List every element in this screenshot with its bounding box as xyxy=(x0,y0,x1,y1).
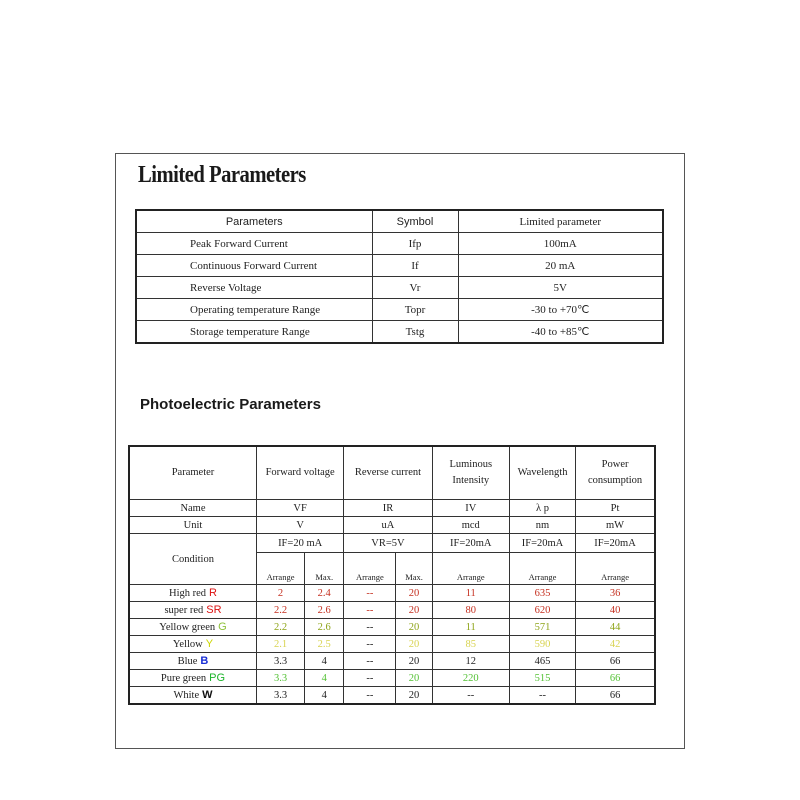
pt-cell: 66 xyxy=(576,687,655,705)
pt-cell: 36 xyxy=(576,585,655,602)
sub-header-cell: Arrange xyxy=(432,553,509,585)
ir-cell: IR xyxy=(344,500,432,517)
wl-cell: 571 xyxy=(509,619,575,636)
pt-cell: 66 xyxy=(576,653,655,670)
iv-cell: 80 xyxy=(432,602,509,619)
symbol-cell: Topr xyxy=(372,299,458,321)
ir-arrange-cell: -- xyxy=(344,636,396,653)
vf-arrange-cell: 2.1 xyxy=(256,636,304,653)
color-code: PG xyxy=(209,672,226,684)
ir-cell: uA xyxy=(344,517,432,534)
ir-max-cell: 20 xyxy=(396,602,432,619)
header-forward-voltage: Forward voltage xyxy=(256,446,343,500)
iv-cell: mcd xyxy=(432,517,509,534)
table-row xyxy=(136,299,663,321)
ir-arrange-cell: -- xyxy=(344,619,396,636)
wl-cell: -- xyxy=(509,687,575,705)
ir-max-cell: 20 xyxy=(396,653,432,670)
param-cell: Reverse Voltage xyxy=(136,277,372,299)
ir-max-cell: 20 xyxy=(396,636,432,653)
ir-max-cell: 20 xyxy=(396,619,432,636)
table-row xyxy=(129,602,655,619)
ir-arrange-cell: -- xyxy=(344,670,396,687)
vf-max-cell: 2.6 xyxy=(305,602,344,619)
limited-parameters-title: Limited Parameters xyxy=(138,162,306,188)
vf-arrange-cell: 3.3 xyxy=(256,687,304,705)
wl-cell: λ p xyxy=(509,500,575,517)
header-power-consumption: Power consumption xyxy=(576,446,655,500)
table-row xyxy=(129,653,655,670)
color-name-cell: White W xyxy=(129,687,256,705)
iv-cell: 85 xyxy=(432,636,509,653)
param-cell: Operating temperature Range xyxy=(136,299,372,321)
value-cell: 5V xyxy=(458,277,663,299)
header-reverse-current: Reverse current xyxy=(344,446,432,500)
symbol-cell: Vr xyxy=(372,277,458,299)
color-name-cell: Blue B xyxy=(129,653,256,670)
ir-arrange-cell: -- xyxy=(344,585,396,602)
limited-parameters-table xyxy=(135,209,664,344)
table-row xyxy=(129,619,655,636)
header-luminous-intensity: Luminous Intensity xyxy=(432,446,509,500)
sub-header-cell: Arrange xyxy=(509,553,575,585)
table-row xyxy=(129,687,655,705)
iv-cell: 11 xyxy=(432,585,509,602)
row-label: Unit xyxy=(129,517,256,534)
vf-max-cell: 4 xyxy=(305,670,344,687)
table-header-row xyxy=(136,210,663,233)
ir-arrange-cell: -- xyxy=(344,653,396,670)
sub-header-cell: Arrange xyxy=(576,553,655,585)
color-code: Y xyxy=(205,638,214,650)
pt-cell: IF=20mA xyxy=(576,534,655,553)
iv-cell: 11 xyxy=(432,619,509,636)
wl-cell: 635 xyxy=(509,585,575,602)
ir-arrange-cell: -- xyxy=(344,687,396,705)
value-cell: 100mA xyxy=(458,233,663,255)
name-row xyxy=(129,500,655,517)
color-name-cell: Pure green PG xyxy=(129,670,256,687)
pt-cell: 40 xyxy=(576,602,655,619)
vf-arrange-cell: 2 xyxy=(256,585,304,602)
table-row xyxy=(136,233,663,255)
pt-cell: mW xyxy=(576,517,655,534)
vf-max-cell: 2.5 xyxy=(305,636,344,653)
wl-cell: nm xyxy=(509,517,575,534)
vf-arrange-cell: 2.2 xyxy=(256,602,304,619)
color-name-cell: Yellow Y xyxy=(129,636,256,653)
wl-cell: 590 xyxy=(509,636,575,653)
wl-cell: 620 xyxy=(509,602,575,619)
sub-header-cell: Arrange xyxy=(344,553,396,585)
vf-max-cell: 2.6 xyxy=(305,619,344,636)
iv-cell: IF=20mA xyxy=(432,534,509,553)
iv-cell: -- xyxy=(432,687,509,705)
table-header-row xyxy=(129,446,655,500)
table-row xyxy=(136,277,663,299)
vf-cell: V xyxy=(256,517,343,534)
color-name-cell: High red R xyxy=(129,585,256,602)
wl-cell: 515 xyxy=(509,670,575,687)
value-cell: -40 to +85℃ xyxy=(458,321,663,344)
symbol-cell: Ifp xyxy=(372,233,458,255)
iv-cell: IV xyxy=(432,500,509,517)
sub-header-cell: Max. xyxy=(305,553,344,585)
value-cell: 20 mA xyxy=(458,255,663,277)
param-cell: Continuous Forward Current xyxy=(136,255,372,277)
symbol-cell: If xyxy=(372,255,458,277)
wl-cell: 465 xyxy=(509,653,575,670)
table-row xyxy=(129,670,655,687)
unit-row xyxy=(129,517,655,534)
ir-arrange-cell: -- xyxy=(344,602,396,619)
sub-header-cell: Max. xyxy=(396,553,432,585)
color-code: B xyxy=(200,655,209,667)
header-wavelength: Wavelength xyxy=(509,446,575,500)
table-row xyxy=(136,321,663,344)
pt-cell: 44 xyxy=(576,619,655,636)
vf-max-cell: 2.4 xyxy=(305,585,344,602)
photoelectric-parameters-title: Photoelectric Parameters xyxy=(140,396,321,413)
vf-max-cell: 4 xyxy=(305,653,344,670)
vf-cell: VF xyxy=(256,500,343,517)
table-row xyxy=(129,636,655,653)
row-label: Condition xyxy=(129,534,256,585)
header-parameters: Parameters xyxy=(136,210,372,233)
vf-arrange-cell: 3.3 xyxy=(256,653,304,670)
header-parameter: Parameter xyxy=(129,446,256,500)
ir-max-cell: 20 xyxy=(396,585,432,602)
symbol-cell: Tstg xyxy=(372,321,458,344)
photoelectric-parameters-table xyxy=(128,445,656,705)
color-code: SR xyxy=(206,604,222,616)
vf-max-cell: 4 xyxy=(305,687,344,705)
vf-cell: IF=20 mA xyxy=(256,534,343,553)
iv-cell: 220 xyxy=(432,670,509,687)
vf-arrange-cell: 3.3 xyxy=(256,670,304,687)
table-row xyxy=(136,255,663,277)
header-limited-parameter: Limited parameter xyxy=(458,210,663,233)
color-code: G xyxy=(218,621,227,633)
value-cell: -30 to +70℃ xyxy=(458,299,663,321)
param-cell: Peak Forward Current xyxy=(136,233,372,255)
condition-row xyxy=(129,534,655,553)
header-symbol: Symbol xyxy=(372,210,458,233)
sub-header-cell: Arrange xyxy=(256,553,304,585)
pt-cell: 42 xyxy=(576,636,655,653)
table-row xyxy=(129,585,655,602)
vf-arrange-cell: 2.2 xyxy=(256,619,304,636)
iv-cell: 12 xyxy=(432,653,509,670)
color-code: R xyxy=(209,587,217,599)
pt-cell: Pt xyxy=(576,500,655,517)
row-label: Name xyxy=(129,500,256,517)
color-name-cell: super red SR xyxy=(129,602,256,619)
color-code: W xyxy=(202,689,213,701)
wl-cell: IF=20mA xyxy=(509,534,575,553)
param-cell: Storage temperature Range xyxy=(136,321,372,344)
ir-cell: VR=5V xyxy=(344,534,432,553)
ir-max-cell: 20 xyxy=(396,687,432,705)
pt-cell: 66 xyxy=(576,670,655,687)
ir-max-cell: 20 xyxy=(396,670,432,687)
color-name-cell: Yellow green G xyxy=(129,619,256,636)
